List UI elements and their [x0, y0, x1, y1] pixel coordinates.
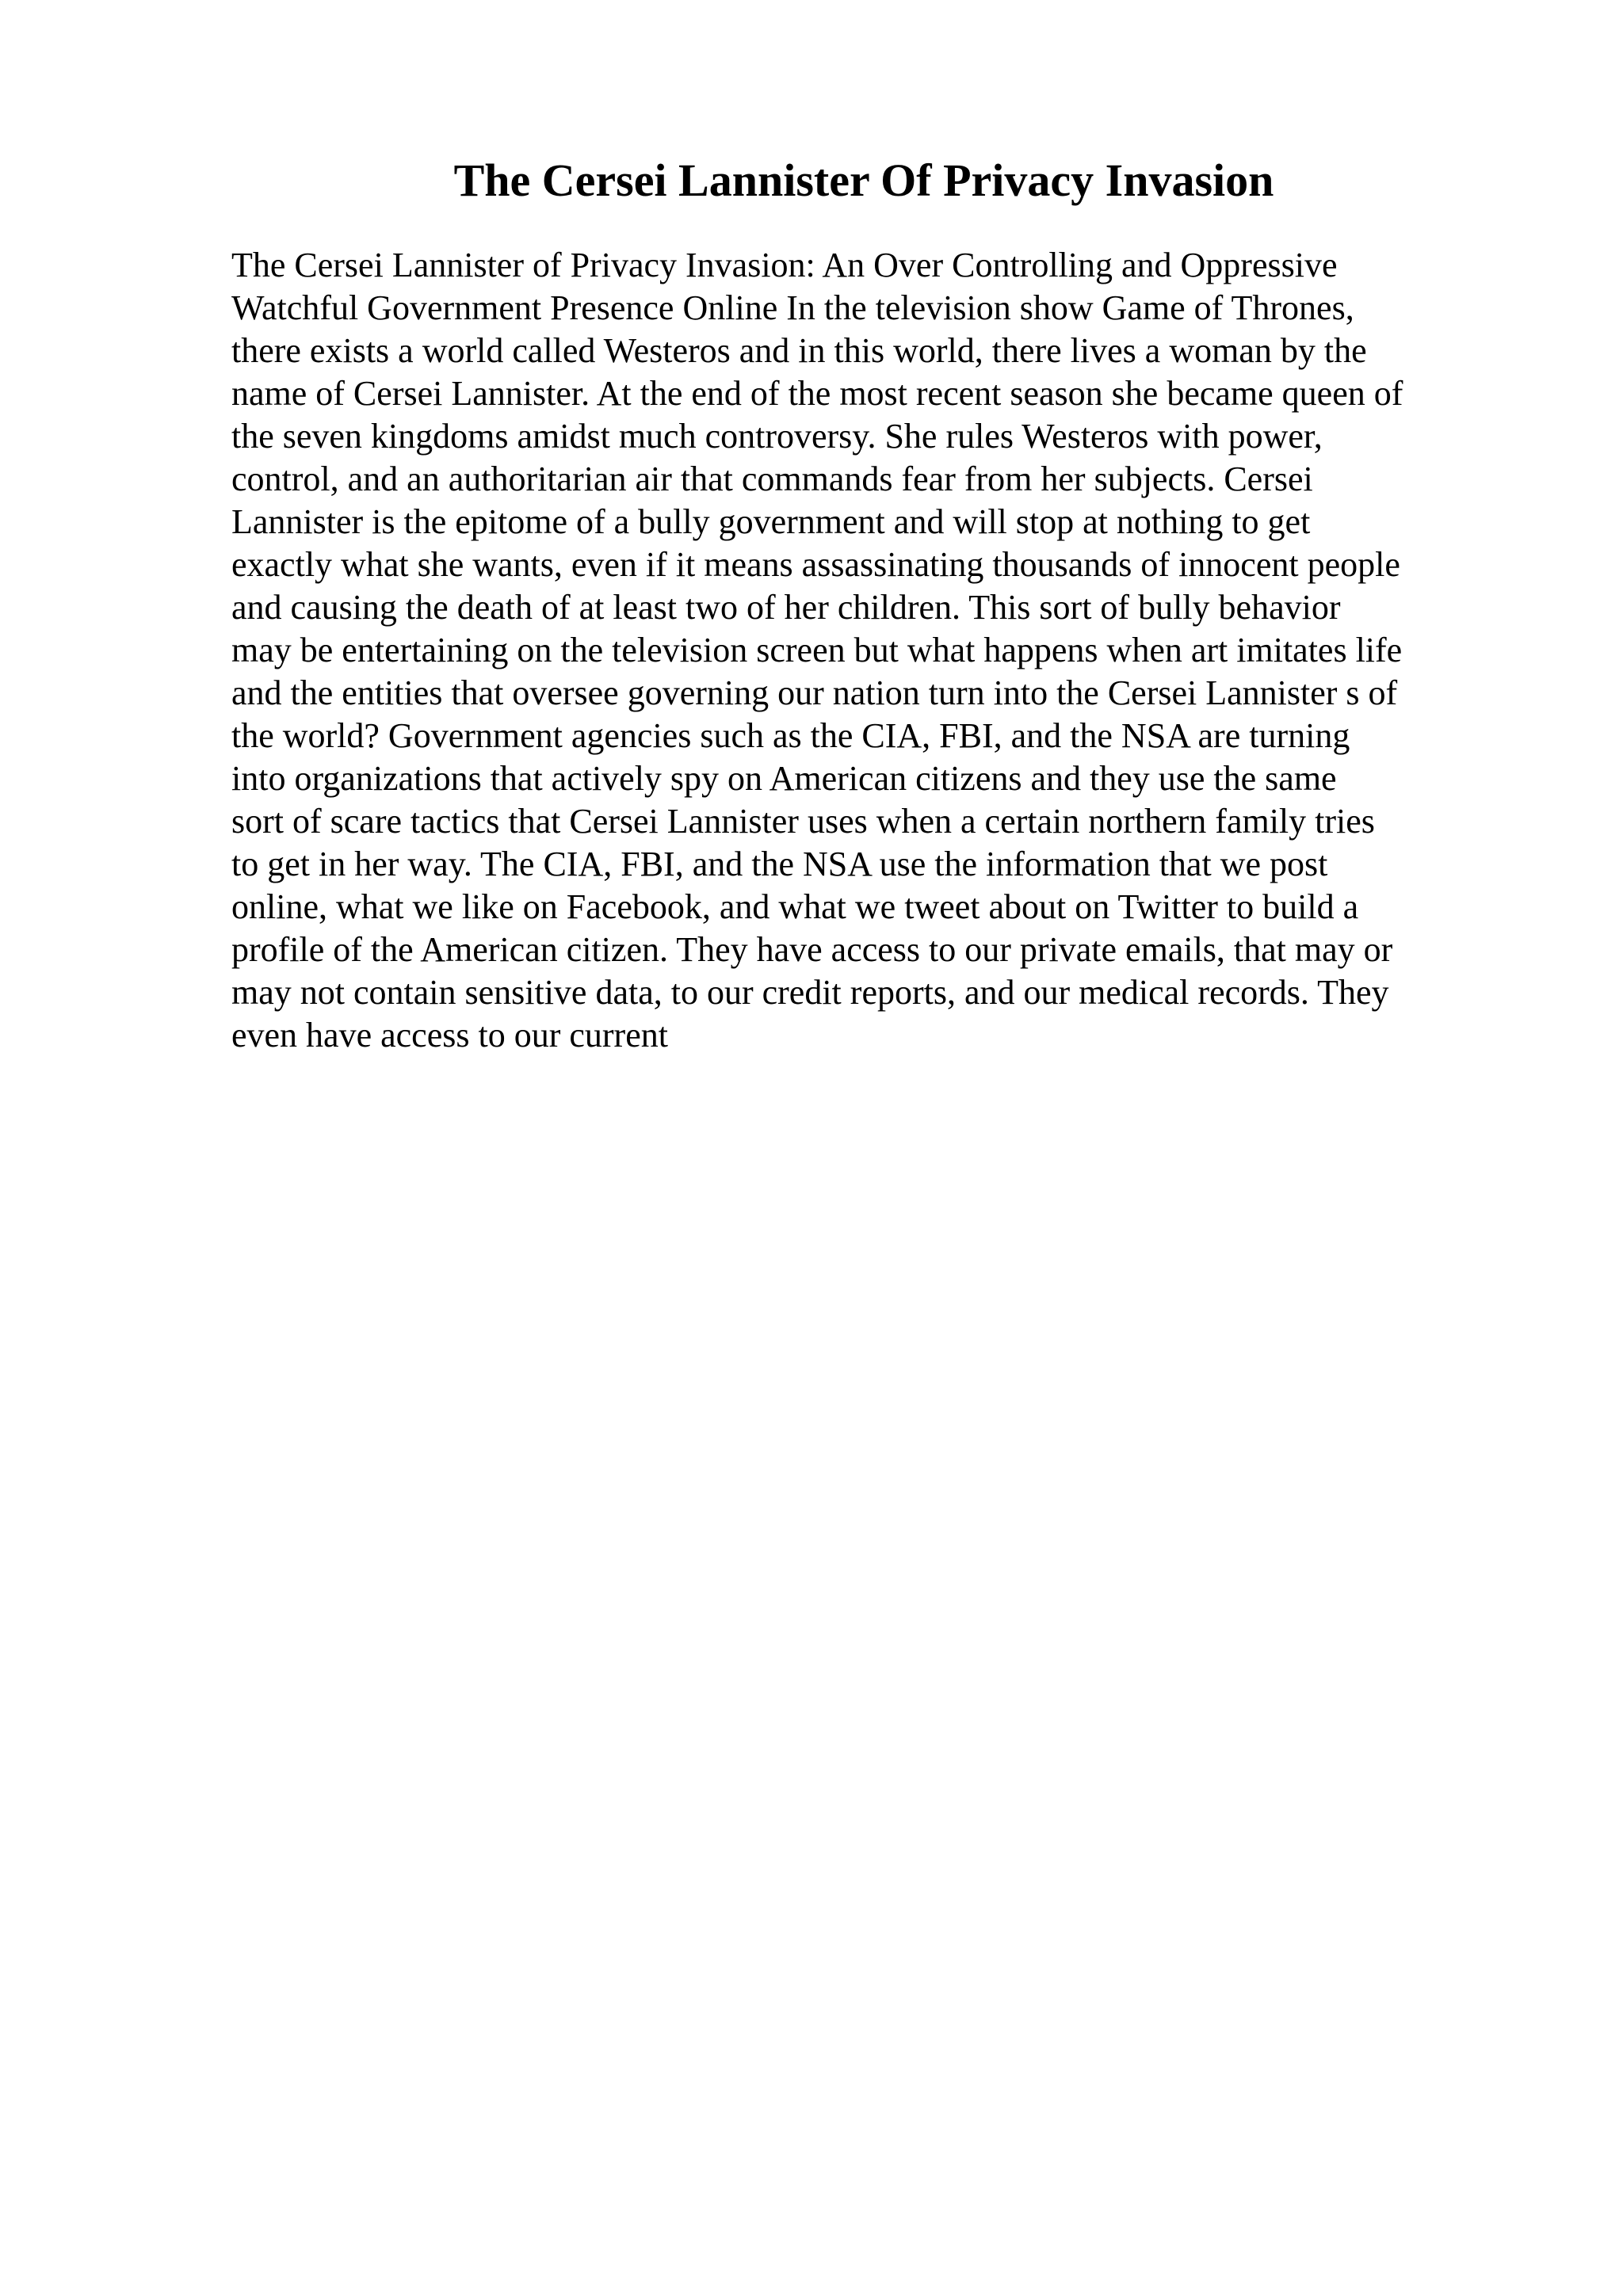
body-paragraph — [231, 244, 1499, 1057]
page-title: The Cersei Lannister Of Privacy Invasion — [453, 154, 1274, 206]
text-line: into organizations that actively spy on American citizens and they use the same — [231, 759, 1337, 798]
text-line: The Cersei Lannister of Privacy Invasion: An Over Controlling and Oppressive — [231, 246, 1338, 284]
text-line: name of Cersei Lannister. At the end of the most recent season she became queen of — [231, 374, 1403, 413]
text-line: Watchful Government Presence Online In the television show Game of Thrones, — [231, 288, 1354, 327]
text-line: the seven kingdoms amidst much controversy. She rules Westeros with power, — [231, 417, 1323, 456]
text-line: sort of scare tactics that Cersei Lannister uses when a certain northern family tries — [231, 802, 1375, 841]
text-line: may not contain sensitive data, to our credit reports, and our medical records. They — [231, 973, 1389, 1012]
text-line: control, and an authoritarian air that commands fear from her subjects. Cersei — [231, 460, 1313, 498]
text-line: exactly what she wants, even if it means assassinating thousands of innocent people — [231, 545, 1400, 584]
text-line: to get in her way. The CIA, FBI, and the NSA use the information that we post — [231, 845, 1328, 883]
text-line: there exists a world called Westeros and in this world, there lives a woman by the — [231, 331, 1367, 370]
text-line: even have access to our current — [231, 1016, 668, 1055]
text-line: and the entities that oversee governing our nation turn into the Cersei Lannister s of — [231, 673, 1398, 712]
text-line: profile of the American citizen. They have access to our private emails, that may or — [231, 930, 1393, 969]
text-line: and causing the death of at least two of her children. This sort of bully behavior — [231, 588, 1341, 627]
text-line: Lannister is the epitome of a bully government and will stop at nothing to get — [231, 502, 1311, 541]
text-line: the world? Government agencies such as the CIA, FBI, and the NSA are turning — [231, 716, 1350, 755]
text-line: may be entertaining on the television screen but what happens when art imitates life — [231, 631, 1403, 669]
text-line: online, what we like on Facebook, and what we tweet about on Twitter to build a — [231, 887, 1359, 926]
